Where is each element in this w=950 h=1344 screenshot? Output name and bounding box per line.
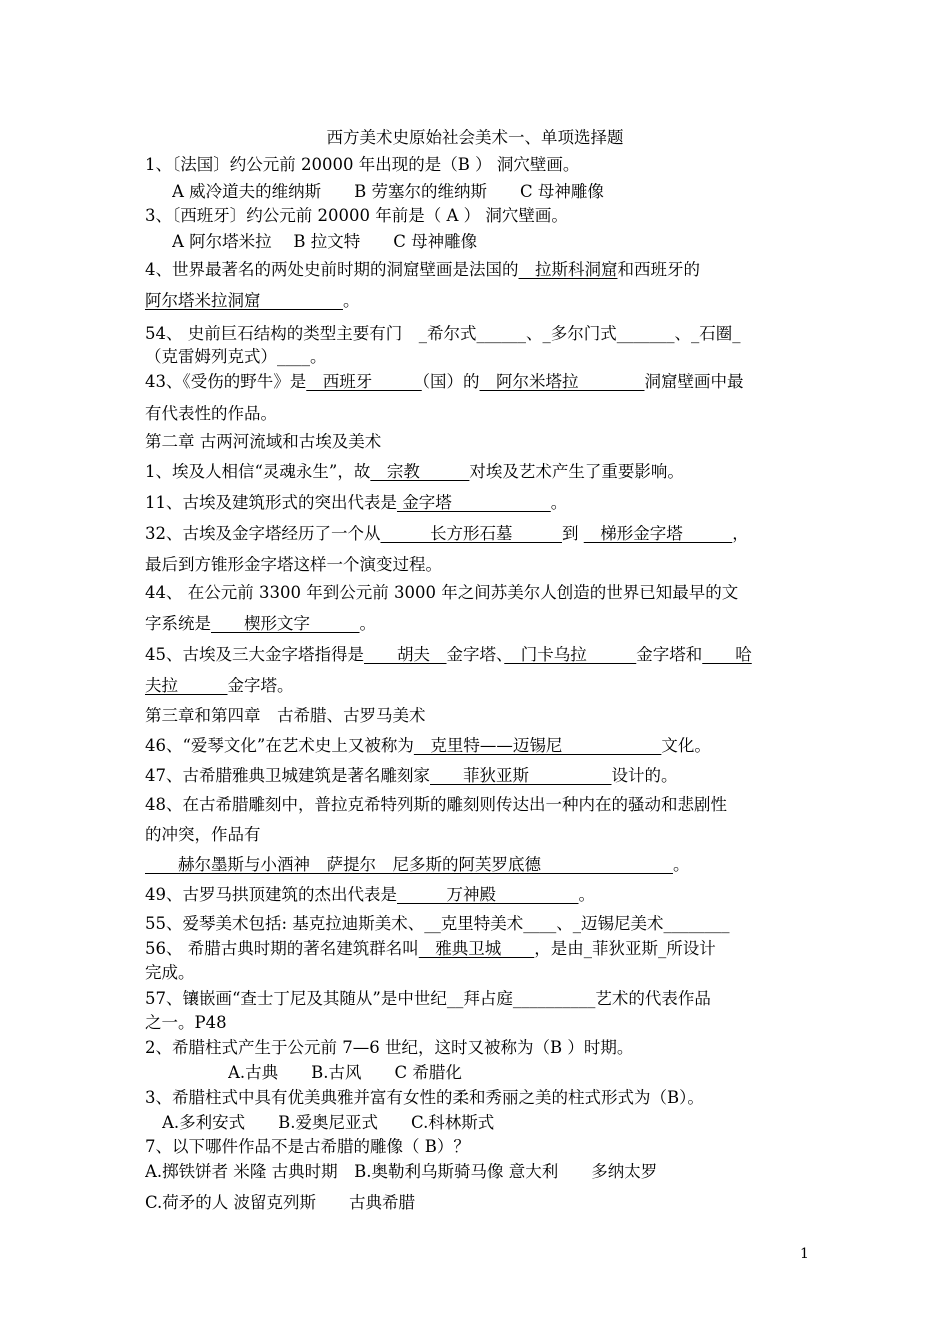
text-segment: ， [732,524,749,543]
answer-blank: 梯形金字塔 [583,524,733,543]
text-segment: 48、在古希腊雕刻中，普拉克希特列斯的雕刻则传达出一种内在的骚动和悲剧性 [145,795,727,814]
text-segment: 有代表性的作品。 [145,404,277,423]
text-line [145,370,815,394]
text-line [145,204,815,228]
text-line [145,643,815,667]
text-segment: 43、《受伤的野牛》是 [145,372,307,391]
text-segment: 。 [673,855,690,874]
text-segment: A.古典 B.古风 C 希腊化 [228,1063,462,1082]
text-line [145,581,815,605]
text-segment: 。 [343,291,360,310]
text-line [145,402,815,426]
text-segment: 1、埃及人相信“灵魂永生”，故 [145,462,371,481]
text-line [145,734,815,758]
document-title [0,126,950,150]
text-segment: 对埃及艺术产生了重要影响。 [469,462,684,481]
answer-blank: 阿尔米塔拉 [479,372,645,391]
text-line [145,612,815,636]
answer-blank: 阿尔塔米拉洞窟 [145,291,343,310]
text-segment: ，是由_菲狄亚斯_所设计 [534,939,716,958]
text-line [145,1036,815,1060]
text-segment: A.掷铁饼者 米隆 古典时期 B.奥勒利乌斯骑马像 意大利 多纳太罗 [145,1162,658,1181]
text-line [145,1191,815,1215]
text-line [145,912,815,936]
text-line [145,553,815,577]
text-line [145,289,815,313]
text-segment: 洞窟壁画中最 [644,372,744,391]
text-segment: 金字塔。 [227,676,294,695]
text-segment: 文化。 [661,736,711,755]
text-line [145,961,815,985]
text-segment: 57、镶嵌画“查士丁尼及其随从”是中世纪__拜占庭__________艺术的代表作品 [145,989,711,1008]
text-line [145,322,815,346]
text-segment: 的冲突，作品有 [145,825,261,844]
text-segment: 55、爱琴美术包括: 基克拉迪斯美术、__克里特美术____、_迈锡尼美术________ [145,914,730,933]
text-line [145,853,815,877]
text-line [145,674,815,698]
text-line [145,522,815,546]
answer-blank: 雅典卫城 [418,939,535,958]
text-line [145,258,815,282]
text-line [162,1111,832,1135]
answer-blank: 菲狄亚斯 [430,766,612,785]
text-segment: A 威冷道夫的维纳斯 B 劳塞尔的维纳斯 C 母神雕像 [172,182,604,201]
answer-blank: 胡夫 [364,645,447,664]
text-segment: 西方美术史原始社会美术一、单项选择题 [326,128,624,147]
text-line [145,491,815,515]
text-line [228,1061,898,1085]
answer-blank: 万神殿 [397,885,579,904]
text-segment: 11、古埃及建筑形式的突出代表是 [145,493,397,512]
answer-blank: 楔形文字 [211,614,360,633]
text-segment: 第二章 古两河流域和古埃及美术 [145,432,382,451]
text-segment: 金字塔和 [636,645,703,664]
answer-blank: 金字塔 [397,493,551,512]
text-line [145,1160,815,1184]
text-line [145,460,815,484]
text-segment: A 阿尔塔米拉 B 拉文特 C 母神雕像 [172,232,478,251]
answer-blank: 赫尔墨斯与小酒神 萨提尔 尼多斯的阿芙罗底德 [145,855,673,874]
text-segment: 47、古希腊雅典卫城建筑是著名雕刻家 [145,766,430,785]
text-segment: 。 [550,493,568,512]
text-segment: A.多利安式 B.爱奥尼亚式 C.科林斯式 [162,1113,495,1132]
answer-blank: 门卡乌拉 [504,645,637,664]
answer-blank: 宗教 [370,462,470,481]
text-segment: 到 [562,524,584,543]
text-line [172,180,842,204]
text-line [172,230,842,254]
text-segment: 7、以下哪件作品不是古希腊的雕像（ B）？ [145,1137,470,1156]
text-segment: （国）的 [421,372,480,391]
text-segment: 和西班牙的 [617,260,700,279]
answer-blank: 长方形石墓 [380,524,562,543]
text-segment: C.荷矛的人 波留克列斯 古典希腊 [145,1193,416,1212]
text-line [145,937,815,961]
text-segment: 3、希腊柱式中具有优美典雅并富有女性的柔和秀丽之美的柱式形式为（B）。 [145,1088,704,1107]
text-segment: 。 [578,885,595,904]
text-line [145,704,815,728]
text-segment: 4、世界最著名的两处史前时期的洞窟壁画是法国的 [145,260,519,279]
text-segment: 。 [359,614,376,633]
text-line [145,987,815,1011]
answer-blank: 西班牙 [306,372,422,391]
text-segment: 完成。 [145,963,195,982]
text-segment: 金字塔、 [446,645,505,664]
text-line [145,430,815,454]
text-line [145,823,815,847]
text-segment: 设计的。 [611,766,678,785]
text-segment: 2、希腊柱式产生于公元前 7—6 世纪，这时又被称为（B ）时期。 [145,1038,634,1057]
text-segment: 32、古埃及金字塔经历了一个从 [145,524,381,543]
text-segment: 第三章和第四章 古希腊、古罗马美术 [145,706,426,725]
page-number: 1 [800,1246,809,1262]
text-segment: 54、 史前巨石结构的类型主要有门 _希尔式______、_多尔门式_______、_石圈_ [145,324,741,343]
text-segment: 56、 希腊古典时期的著名建筑群名叫 [145,939,419,958]
text-line [145,793,815,817]
text-line [145,1011,815,1035]
answer-blank: 夫拉 [145,676,228,695]
answer-blank: 克里特——迈锡尼 [413,736,662,755]
text-line [145,153,815,177]
text-line [145,883,815,907]
text-segment: 46、“爱琴文化”在艺术史上又被称为 [145,736,414,755]
text-segment: 49、古罗马拱顶建筑的杰出代表是 [145,885,397,904]
text-line [145,345,815,369]
text-line [145,1135,815,1159]
text-segment: 最后到方锥形金字塔这样一个演变过程。 [145,555,442,574]
text-segment: 45、古埃及三大金字塔指得是 [145,645,364,664]
text-segment: （克雷姆列克式）____。 [145,347,327,366]
text-line [145,1086,815,1110]
text-line [145,764,815,788]
text-segment: 44、 在公元前 3300 年到公元前 3000 年之间苏美尔人创造的世界已知最早的文 [145,583,739,602]
answer-blank: 拉斯科洞窟 [518,260,618,279]
text-segment: 之一。P48 [145,1013,227,1032]
text-segment: 1、〔法国〕约公元前 20000 年出现的是（B ） 洞穴壁画。 [145,155,580,174]
answer-blank: 哈 [702,645,752,664]
text-segment: 字系统是 [145,614,211,633]
text-segment: 3、〔西班牙〕约公元前 20000 年前是（ A ） 洞穴壁画。 [145,206,568,225]
